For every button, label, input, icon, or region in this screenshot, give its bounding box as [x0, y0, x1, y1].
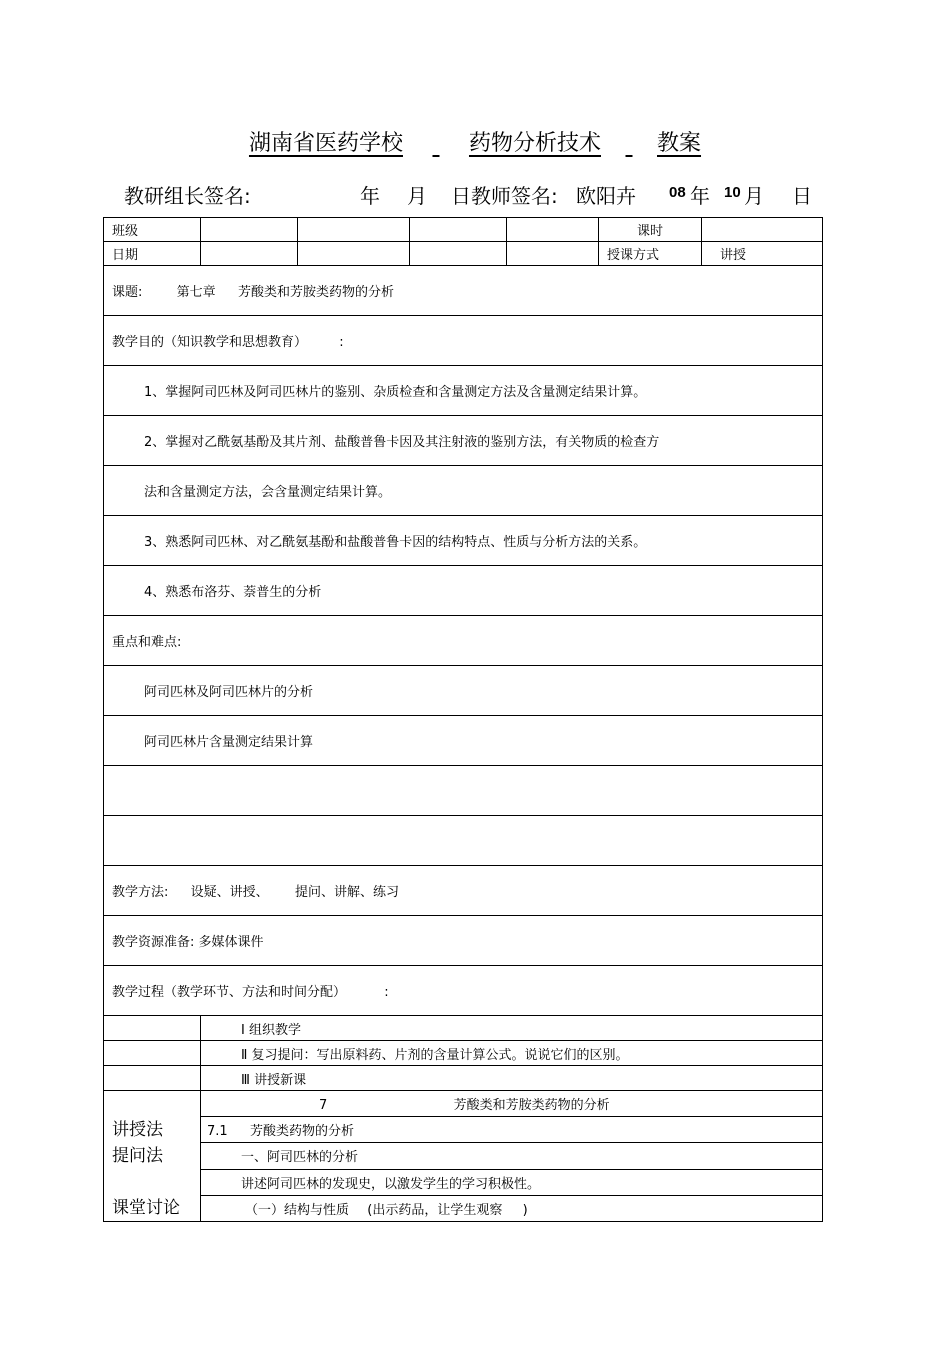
date-cell-4	[507, 242, 599, 266]
methods-label: 教学方法:	[112, 885, 169, 900]
objective-item: 法和含量测定方法，会含量测定结果计算。	[104, 466, 823, 516]
signature-line	[124, 180, 824, 206]
empty-row	[104, 816, 823, 866]
key-point-row	[104, 716, 823, 766]
chapter-title: 芳酸类和芳胺类药物的分析	[453, 1098, 610, 1114]
key-points-label: 重点和难点:	[104, 616, 823, 666]
title-school: 湖南省医药学校	[248, 131, 403, 156]
methods-part1: 设疑、讲授、	[190, 885, 269, 900]
objective-row	[104, 416, 823, 466]
section-row	[104, 1117, 823, 1143]
date-label: 日期	[104, 242, 201, 266]
teacher-sign-label: 日教师签名:	[451, 184, 558, 208]
side-method: 课堂讨论	[112, 1198, 180, 1218]
key-point-item: 阿司匹林及阿司匹林片的分析	[104, 666, 823, 716]
resources-cell	[104, 916, 823, 966]
process-step: Ⅱ 复习提问：写出原料药、片剂的含量计算公式。说说它们的区别。	[201, 1041, 823, 1066]
title-subject: 药物分析技术	[468, 131, 601, 156]
hours-value	[702, 218, 823, 242]
year-number: 08	[669, 184, 686, 201]
process-label-cell	[104, 966, 823, 1016]
chapter-number: 7	[319, 1098, 328, 1114]
subsection-text: 讲述阿司匹林的发现史，以激发学生的学习积极性。	[201, 1169, 823, 1195]
objective-item: 4、熟悉布洛芬、萘普生的分析	[104, 566, 823, 616]
objectives-colon: :	[339, 335, 344, 350]
title-doc: 教案	[657, 131, 702, 156]
topic-chapter: 第七章	[176, 285, 216, 300]
side-method: 讲授法	[112, 1120, 163, 1140]
key-point-item: 阿司匹林片含量测定结果计算	[104, 716, 823, 766]
side-method: 提问法	[112, 1146, 163, 1166]
methods-row	[104, 866, 823, 916]
process-step: Ⅲ 讲授新课	[201, 1066, 823, 1091]
objectives-label-row	[104, 316, 823, 366]
leader-sign-label: 教研组长签名:	[124, 184, 251, 208]
topic-row	[104, 266, 823, 316]
methods-cell	[104, 866, 823, 916]
day-label: 日	[792, 184, 812, 208]
subsection-heading: 一、阿司匹林的分析	[201, 1143, 823, 1169]
date-row	[104, 242, 823, 266]
resources-row	[104, 916, 823, 966]
date-cell-2	[298, 242, 410, 266]
structure-note: (出示药品，让学生观察	[367, 1202, 503, 1218]
mode-value: 讲授	[702, 242, 823, 266]
empty-cell	[104, 766, 823, 816]
topic-title: 芳酸类和芳胺类药物的分析	[237, 285, 394, 300]
class-label: 班级	[104, 218, 201, 242]
date-cell-3	[410, 242, 507, 266]
month-label-2: 月	[744, 184, 764, 208]
chapter-row	[104, 1091, 823, 1117]
side-methods-cell	[104, 1091, 201, 1222]
class-cell-4	[507, 218, 599, 242]
side-cell	[104, 1041, 201, 1066]
process-step: Ⅰ 组织教学	[201, 1016, 823, 1041]
structure-note-close: )	[522, 1202, 528, 1218]
section-heading	[201, 1117, 823, 1143]
class-cell-1	[201, 218, 298, 242]
resources-label: 教学资源准备:	[112, 935, 195, 950]
objective-row	[104, 366, 823, 416]
objective-row	[104, 566, 823, 616]
topic-label: 课题:	[112, 285, 143, 300]
structure-title: （一）结构与性质	[245, 1202, 350, 1218]
key-points-label-row	[104, 616, 823, 666]
process-label: 教学过程（教学环节、方法和时间分配）	[112, 985, 347, 1000]
year-label-2: 年	[690, 184, 710, 208]
objectives-label: 教学目的（知识教学和思想教育）	[112, 335, 308, 350]
month-label: 月	[407, 184, 427, 208]
mode-label: 授课方式	[599, 242, 702, 266]
class-cell-2	[298, 218, 410, 242]
resources-value: 多媒体课件	[198, 935, 264, 950]
process-label-row	[104, 966, 823, 1016]
process-step-row	[104, 1016, 823, 1041]
class-cell-3	[410, 218, 507, 242]
lesson-plan-table	[103, 217, 823, 1222]
key-point-row	[104, 666, 823, 716]
hours-label: 课时	[599, 218, 702, 242]
process-colon: :	[384, 985, 389, 1000]
subsection-structure	[201, 1195, 823, 1221]
chapter-heading	[201, 1091, 823, 1117]
objective-row	[104, 516, 823, 566]
objective-item: 1、掌握阿司匹林及阿司匹林片的鉴别、杂质检查和含量测定方法及含量测定结果计算。	[104, 366, 823, 416]
section-title: 芳酸类药物的分析	[249, 1124, 354, 1140]
month-number: 10	[724, 184, 741, 201]
date-cell-1	[201, 242, 298, 266]
teacher-name: 欧阳卉	[576, 184, 636, 208]
side-cell	[104, 1016, 201, 1041]
empty-cell	[104, 816, 823, 866]
methods-part2: 提问、讲解、练习	[294, 885, 399, 900]
class-row	[104, 218, 823, 242]
process-step-row	[104, 1066, 823, 1091]
subsection-row	[104, 1195, 823, 1221]
section-number: 7.1	[207, 1124, 228, 1140]
subsection-row	[104, 1169, 823, 1195]
objective-row	[104, 466, 823, 516]
topic-cell	[104, 266, 823, 316]
subsection-row	[104, 1143, 823, 1169]
process-step-row	[104, 1041, 823, 1066]
empty-row	[104, 766, 823, 816]
year-label: 年	[360, 184, 380, 208]
document-title	[0, 126, 950, 157]
side-cell	[104, 1066, 201, 1091]
objective-item: 3、熟悉阿司匹林、对乙酰氨基酚和盐酸普鲁卡因的结构特点、性质与分析方法的关系。	[104, 516, 823, 566]
objective-item: 2、掌握对乙酰氨基酚及其片剂、盐酸普鲁卡因及其注射液的鉴别方法，有关物质的检查方	[104, 416, 823, 466]
objectives-label-cell	[104, 316, 823, 366]
